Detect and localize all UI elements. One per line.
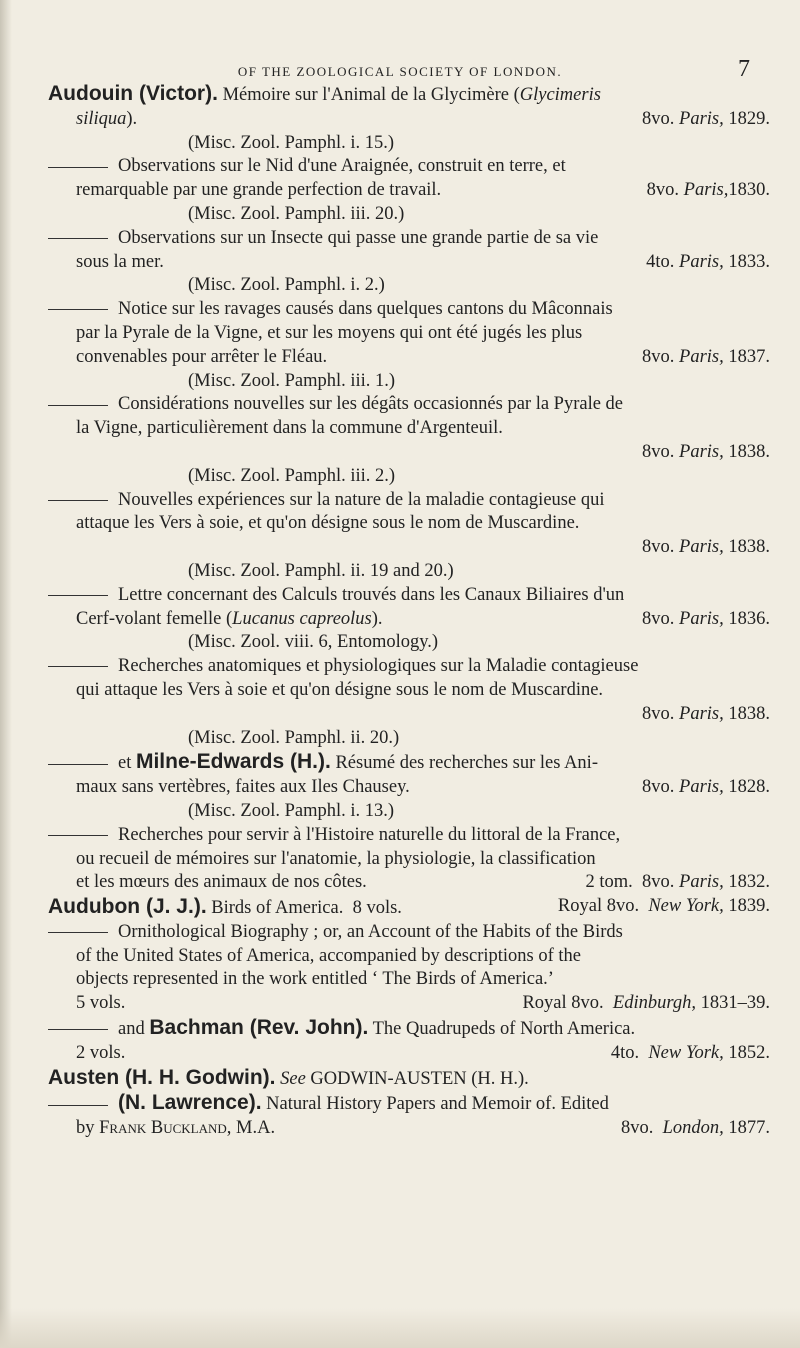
- ditto-dash: [48, 405, 108, 406]
- species-name: Glycimeris: [519, 85, 601, 105]
- misc-reference: (Misc. Zool. Pamphl. ii. 20.): [188, 727, 400, 748]
- entry-title: Ornithological Biography ; or, an Account of the Habits of the Birds: [118, 921, 623, 942]
- format: 4to.: [646, 251, 675, 272]
- year: 1833.: [728, 251, 770, 272]
- running-title: OF THE ZOOLOGICAL SOCIETY OF LONDON.: [237, 64, 563, 79]
- cross-reference: GODWIN-AUSTEN (H. H.).: [310, 1068, 529, 1089]
- entry-title: sous la mer.: [76, 251, 164, 272]
- place: Edinburgh,: [612, 993, 696, 1014]
- year: 1838.: [728, 703, 770, 724]
- entry-austen-godwin: [48, 1066, 770, 1092]
- entry-title: Cerf-volant femelle (: [76, 608, 233, 629]
- place: Paris,: [679, 872, 724, 893]
- by-label: by: [76, 1118, 95, 1139]
- year: 1828.: [728, 777, 770, 798]
- misc-reference: (Misc. Zool. Pamphl. ii. 19 and 20.): [188, 560, 454, 581]
- entry-title: qui attaque les Vers à soie et qu'on désigne sous le nom de Muscardine.: [76, 679, 604, 700]
- misc-reference: (Misc. Zool. viii. 6, Entomology.): [188, 632, 439, 653]
- entry-title: of the United States of America, accompanied by descriptions of the: [76, 945, 582, 966]
- entry-milne-edwards-recherches: [48, 824, 770, 895]
- place: Paris,: [679, 537, 724, 558]
- ditto-dash: [48, 1105, 108, 1106]
- year: 1836.: [728, 608, 770, 629]
- format: 8vo.: [642, 872, 675, 893]
- format: 8vo.: [642, 703, 675, 724]
- entry-title: ou recueil de mémoires sur l'anatomie, la physiologie, la classification: [76, 848, 596, 869]
- place: Paris,: [679, 251, 724, 272]
- entry-title: Considérations nouvelles sur les dégâts occasionnés par la Pyrale de: [118, 394, 624, 415]
- page-gutter-shadow: [0, 0, 12, 1348]
- ditto-dash: [48, 1029, 108, 1030]
- format: Royal 8vo.: [522, 993, 604, 1014]
- page-bottom-edge: [0, 1308, 800, 1348]
- year: 1831–39.: [700, 993, 770, 1014]
- entry-title: Mémoire sur l'Animal de la Glycimère (: [222, 85, 520, 105]
- entry-title: Birds of America.: [211, 898, 344, 919]
- year: 1830.: [728, 180, 770, 201]
- entry-title: la Vigne, particulièrement dans la commune d'Argenteuil.: [76, 418, 503, 439]
- entry-audouin-notice: [48, 298, 770, 393]
- entry-title: par la Pyrale de la Vigne, et sur les moyens qui ont été jugés les plus: [76, 322, 583, 343]
- see-label: See: [280, 1068, 306, 1089]
- entry-title: convenables pour arrêter le Fléau.: [76, 346, 328, 367]
- entry-title: remarquable par une grande perfection de travail.: [76, 180, 442, 201]
- entry-audouin-insecte: [48, 227, 770, 298]
- format: 8vo.: [642, 608, 675, 629]
- place: London,: [662, 1118, 724, 1139]
- place: Paris,: [679, 108, 724, 129]
- entry-audouin-milne-edwards: [48, 750, 770, 823]
- entry-audouin-araignee: [48, 155, 770, 226]
- entry-title: Observations sur le Nid d'une Araignée, construit en terre, et: [118, 156, 566, 177]
- place: Paris,: [679, 608, 724, 629]
- year: 1829.: [728, 108, 770, 129]
- entry-title: Résumé des recherches sur les Ani-: [335, 753, 598, 774]
- coauthor-prefix: et: [118, 753, 132, 774]
- entry-austen-lawrence: [48, 1091, 770, 1141]
- entry-audouin-nouvelles: [48, 489, 770, 584]
- place: New York,: [648, 1042, 724, 1063]
- volumes: 2 vols.: [76, 1042, 126, 1063]
- ditto-dash: [48, 238, 108, 239]
- entry-audubon-biography: [48, 921, 770, 1016]
- ditto-dash: [48, 764, 108, 765]
- year: 1838.: [728, 537, 770, 558]
- format: 4to.: [610, 1042, 640, 1063]
- year: 1877.: [728, 1118, 770, 1139]
- author-heading: Austen (H. H. Godwin).: [48, 1065, 276, 1089]
- entry-audouin-glycimere: [48, 82, 770, 155]
- format: 8vo.: [620, 1118, 654, 1139]
- place: Paris,: [679, 346, 724, 367]
- entry-title: Recherches pour servir à l'Histoire naturelle du littoral de la France,: [118, 824, 621, 845]
- place: Paris,: [679, 441, 724, 462]
- format: 8vo.: [642, 777, 675, 798]
- year: 1838.: [728, 441, 770, 462]
- author-heading: Audubon (J. J.).: [48, 895, 207, 919]
- year: 1832.: [728, 872, 770, 893]
- year: 1852.: [728, 1042, 770, 1063]
- entry-title: attaque les Vers à soie, et qu'on désigne sous le nom de Muscardine.: [76, 513, 580, 534]
- author-heading: Audouin (Victor).: [48, 82, 218, 105]
- ditto-dash: [48, 595, 108, 596]
- entry-title: Notice sur les ravages causés dans quelques cantons du Mâconnais: [118, 299, 613, 320]
- entry-title: The Quadrupeds of North America.: [372, 1019, 636, 1040]
- volumes: 2 tom.: [585, 872, 633, 893]
- entry-audouin-considerations: [48, 393, 770, 488]
- format: 8vo.: [642, 346, 675, 367]
- entry-title: Natural History Papers and Memoir of. Edited: [266, 1094, 609, 1115]
- ditto-dash: [48, 666, 108, 667]
- coauthor-heading: Milne-Edwards (H.).: [135, 750, 331, 774]
- author-heading: (N. Lawrence).: [118, 1091, 262, 1115]
- entry-title: objects represented in the work entitled ‘ The Birds of America.’: [76, 969, 554, 990]
- ditto-dash: [48, 309, 108, 310]
- format: 8vo.: [642, 537, 675, 558]
- entry-title-end: ).: [371, 608, 383, 629]
- species-name: Lucanus capreolus: [232, 608, 372, 629]
- place: Paris,: [679, 703, 724, 724]
- place: Paris,: [679, 777, 724, 798]
- species-name: siliqua: [76, 108, 127, 129]
- misc-reference: (Misc. Zool. Pamphl. iii. 1.): [188, 370, 396, 391]
- volumes: 5 vols.: [76, 993, 126, 1014]
- year: 1839.: [728, 896, 770, 917]
- entry-title: Lettre concernant des Calculs trouvés dans les Canaux Biliaires d'un: [118, 584, 625, 605]
- volumes: 8 vols.: [352, 898, 402, 919]
- ditto-dash: [48, 835, 108, 836]
- entry-title: Observations sur un Insecte qui passe une grande partie de sa vie: [118, 227, 599, 248]
- misc-reference: (Misc. Zool. Pamphl. i. 2.): [188, 275, 385, 296]
- misc-reference: (Misc. Zool. Pamphl. i. 15.): [188, 132, 395, 153]
- entry-audouin-recherches: [48, 655, 770, 750]
- misc-reference: (Misc. Zool. Pamphl. i. 13.): [188, 800, 395, 821]
- misc-reference: (Misc. Zool. Pamphl. iii. 2.): [188, 465, 396, 486]
- page-number: 7: [738, 56, 750, 82]
- place: New York,: [648, 896, 724, 917]
- entry-title: Recherches anatomiques et physiologiques sur la Maladie contagieuse: [118, 656, 639, 677]
- ditto-dash: [48, 932, 108, 933]
- entry-audouin-lettre: [48, 584, 770, 655]
- entry-title: maux sans vertèbres, faites aux Iles Chausey.: [76, 777, 410, 798]
- bibliography-body: [48, 82, 770, 1141]
- editor-name: Frank Buckland, M.A.: [99, 1118, 276, 1139]
- coauthor-prefix: and: [118, 1019, 145, 1040]
- format: Royal 8vo.: [557, 896, 640, 917]
- place: Paris,: [683, 180, 729, 201]
- entry-audubon-birds: [48, 895, 770, 921]
- entry-audubon-bachman: [48, 1016, 770, 1066]
- coauthor-heading: Bachman (Rev. John).: [149, 1016, 369, 1040]
- entry-title: Nouvelles expériences sur la nature de la maladie contagieuse qui: [118, 489, 605, 510]
- year: 1837.: [728, 346, 770, 367]
- misc-reference: (Misc. Zool. Pamphl. iii. 20.): [188, 203, 405, 224]
- format: 8vo.: [642, 108, 675, 129]
- ditto-dash: [48, 500, 108, 501]
- format: 8vo.: [642, 441, 675, 462]
- entry-title: et les mœurs des animaux de nos côtes.: [76, 872, 367, 893]
- format: 8vo.: [646, 180, 680, 201]
- entry-title-end: ).: [126, 108, 138, 129]
- ditto-dash: [48, 167, 108, 168]
